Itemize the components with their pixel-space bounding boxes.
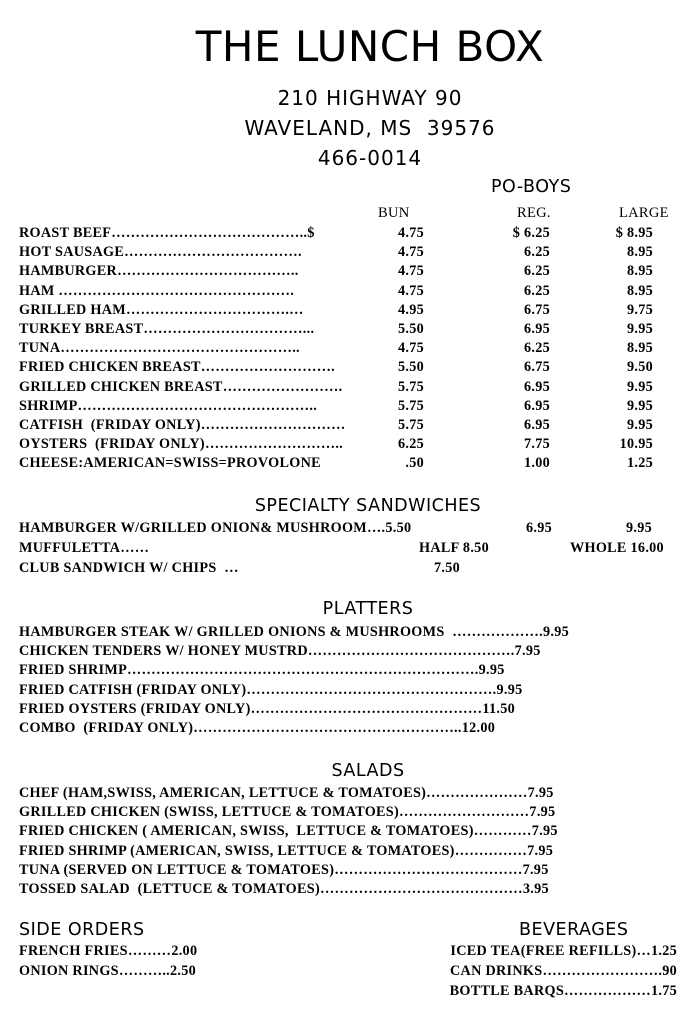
address-street: 210 HIGHWAY 90	[277, 86, 463, 110]
menu-price-bun: 5.75	[397, 417, 424, 433]
menu-item: ICED TEA(FREE REFILLS)…1.25	[450, 943, 677, 959]
menu-row	[19, 682, 523, 699]
menu-row	[19, 643, 541, 660]
menu-price-reg: 6.95	[523, 417, 550, 433]
section-heading: PLATTERS	[322, 599, 414, 619]
menu-price-large: 1.25	[626, 455, 653, 471]
menu-price-reg: 6.95	[523, 321, 550, 337]
menu-price: 7.95	[531, 823, 558, 839]
menu-price: 7.95	[522, 862, 549, 878]
menu-item: FRIED SHRIMP……………………………………………………………….	[19, 662, 479, 678]
menu-price-bun: 6.25	[397, 436, 424, 452]
menu-price-bun: 4.75	[397, 283, 424, 299]
menu-price-reg: 6.75	[523, 359, 550, 375]
menu-price-large: 8.95	[626, 244, 653, 260]
menu-price-large: 8.95	[626, 263, 653, 279]
menu-item: GRILLED HAM…………………………….…	[19, 302, 304, 318]
menu-price-large: 8.95	[626, 283, 653, 299]
column-header-reg: REG.	[517, 205, 551, 221]
menu-price-reg: 6.25	[523, 244, 550, 260]
menu-item: MUFFULETTA……	[19, 540, 150, 556]
menu-item: FRIED CHICKEN ( AMERICAN, SWISS, LETTUCE & TOMATOES)…………	[19, 823, 532, 839]
menu-row	[19, 881, 549, 898]
menu-price-large: 10.95	[619, 436, 653, 452]
menu-item: FRIED CHICKEN BREAST……………………….	[19, 359, 336, 375]
menu-item: ONION RINGS………..2.50	[19, 963, 197, 979]
menu-price-reg: 6.25	[523, 283, 550, 299]
menu-item: HOT SAUSAGE……………………………….	[19, 244, 302, 260]
menu-price-large: 9.95	[626, 417, 653, 433]
menu-item: OYSTERS (FRIDAY ONLY)………………………..	[19, 436, 344, 452]
menu-price: 7.95	[527, 843, 554, 859]
menu-price-large: 9.95	[626, 379, 653, 395]
menu-price-bun: 4.95	[397, 302, 424, 318]
menu-item: HAMBURGER W/GRILLED ONION& MUSHROOM….5.50	[19, 520, 412, 536]
column-header-large: LARGE	[619, 205, 669, 221]
menu-price: 9.95	[542, 624, 570, 640]
section-heading: SPECIALTY SANDWICHES	[254, 496, 482, 516]
menu-price: 3.95	[522, 881, 549, 897]
menu-row	[19, 720, 495, 737]
menu-price-whole: WHOLE 16.00	[570, 540, 664, 556]
menu-price: 11.50	[482, 701, 516, 717]
restaurant-title: THE LUNCH BOX	[195, 22, 545, 71]
menu-row	[19, 785, 554, 802]
menu-item: GRILLED CHICKEN (SWISS, LETTUCE & TOMATOES)………………………	[19, 804, 530, 820]
address-city: WAVELAND, MS 39576	[244, 116, 496, 140]
menu-price-reg: 6.95	[523, 379, 550, 395]
menu-price-large: 8.95	[626, 340, 653, 356]
menu-price-bun: .50	[405, 455, 424, 471]
menu-price-half: HALF 8.50	[419, 540, 489, 556]
menu-row	[19, 862, 549, 879]
menu-price-reg: 6.25	[523, 263, 550, 279]
menu-price-bun: 4.75	[397, 340, 424, 356]
menu-price-reg: 6.95	[523, 398, 550, 414]
menu-row	[19, 823, 558, 840]
menu-price-bun: 4.75	[397, 263, 424, 279]
menu-price-large: 9.50	[626, 359, 653, 375]
menu-item: HAMBURGER………………………………..	[19, 263, 299, 279]
menu-price-large: $ 8.95	[615, 225, 653, 241]
menu-item: TUNA…………………………………………..	[19, 340, 300, 356]
menu-item: HAMBURGER STEAK W/ GRILLED ONIONS & MUSHROOMS ……………….	[19, 624, 543, 640]
menu-price-large: 9.75	[626, 302, 653, 318]
menu-item: TURKEY BREAST……………………………...	[19, 321, 315, 337]
menu-price-reg: 7.75	[523, 436, 550, 452]
menu-item: CATFISH (FRIDAY ONLY)…………………………	[19, 417, 346, 433]
menu-price-bun: 4.75	[397, 244, 424, 260]
menu-price-bun: 4.75	[397, 225, 424, 241]
menu-item: TOSSED SALAD (LETTUCE & TOMATOES)……………………………………	[19, 881, 523, 897]
menu-price: 7.95	[527, 785, 554, 801]
menu-item: ROAST BEEF…………………………………..$	[19, 225, 315, 241]
menu-item: CLUB SANDWICH W/ CHIPS …	[19, 560, 239, 576]
menu-item: GRILLED CHICKEN BREAST…………………….	[19, 379, 343, 395]
menu-price-bun: 5.50	[397, 321, 424, 337]
menu-price-reg: 6.95	[526, 520, 553, 536]
menu-price-large: 9.95	[626, 398, 653, 414]
menu-price: 12.00	[461, 720, 496, 736]
menu-price-bun: 5.50	[397, 359, 424, 375]
menu-row	[19, 843, 553, 860]
menu-item: FRIED SHRIMP (AMERICAN, SWISS, LETTUCE & TOMATOES)……………	[19, 843, 528, 859]
menu-price-large: 9.95	[626, 321, 653, 337]
menu-item: CHICKEN TENDERS W/ HONEY MUSTRD…………………………………….	[19, 643, 515, 659]
menu-row	[19, 701, 515, 718]
menu-item: CHEESE:AMERICAN=SWISS=PROVOLONE	[19, 455, 321, 471]
section-heading: SALADS	[331, 761, 405, 781]
menu-price: 9.95	[496, 682, 523, 698]
section-heading: BEVERAGES	[519, 920, 629, 940]
menu-price-reg: $ 6.25	[512, 225, 550, 241]
menu-item: HAM ………………………………………….	[19, 283, 295, 299]
menu-item: CHEF (HAM,SWISS, AMERICAN, LETTUCE & TOMATOES)…………………	[19, 785, 528, 801]
menu-row	[19, 624, 569, 641]
menu-price-reg: 6.75	[523, 302, 550, 318]
menu-item: FRIED CATFISH (FRIDAY ONLY)…………………………………………….	[19, 682, 497, 698]
menu-item: SHRIMP…………………………………………..	[19, 398, 318, 414]
menu-price: 7.50	[434, 560, 461, 576]
section-heading: SIDE ORDERS	[19, 920, 145, 940]
menu-price-bun: 5.75	[397, 379, 424, 395]
menu-item: COMBO (FRIDAY ONLY)………………………………………………..	[19, 720, 462, 736]
menu-price: 7.95	[514, 643, 541, 659]
menu-price-reg: 1.00	[523, 455, 550, 471]
menu-price: 9.95	[478, 662, 505, 678]
menu-item: FRIED OYSTERS (FRIDAY ONLY)…………………………………………	[19, 701, 483, 717]
menu-item: BOTTLE BARQS………………1.75	[449, 983, 677, 999]
menu-item: FRENCH FRIES………2.00	[19, 943, 198, 959]
menu-price-bun: 5.75	[397, 398, 424, 414]
menu-row	[19, 662, 505, 679]
menu-item: TUNA (SERVED ON LETTUCE & TOMATOES)…………………………………	[19, 862, 523, 878]
section-heading: PO-BOYS	[491, 177, 572, 197]
menu-price-large: 9.95	[626, 520, 653, 536]
menu-price: 7.95	[529, 804, 556, 820]
phone-number: 466-0014	[317, 146, 423, 170]
menu-price-reg: 6.25	[523, 340, 550, 356]
column-header-bun: BUN	[378, 205, 410, 221]
menu-item: CAN DRINKS…………………….90	[449, 963, 677, 979]
menu-row	[19, 804, 555, 821]
